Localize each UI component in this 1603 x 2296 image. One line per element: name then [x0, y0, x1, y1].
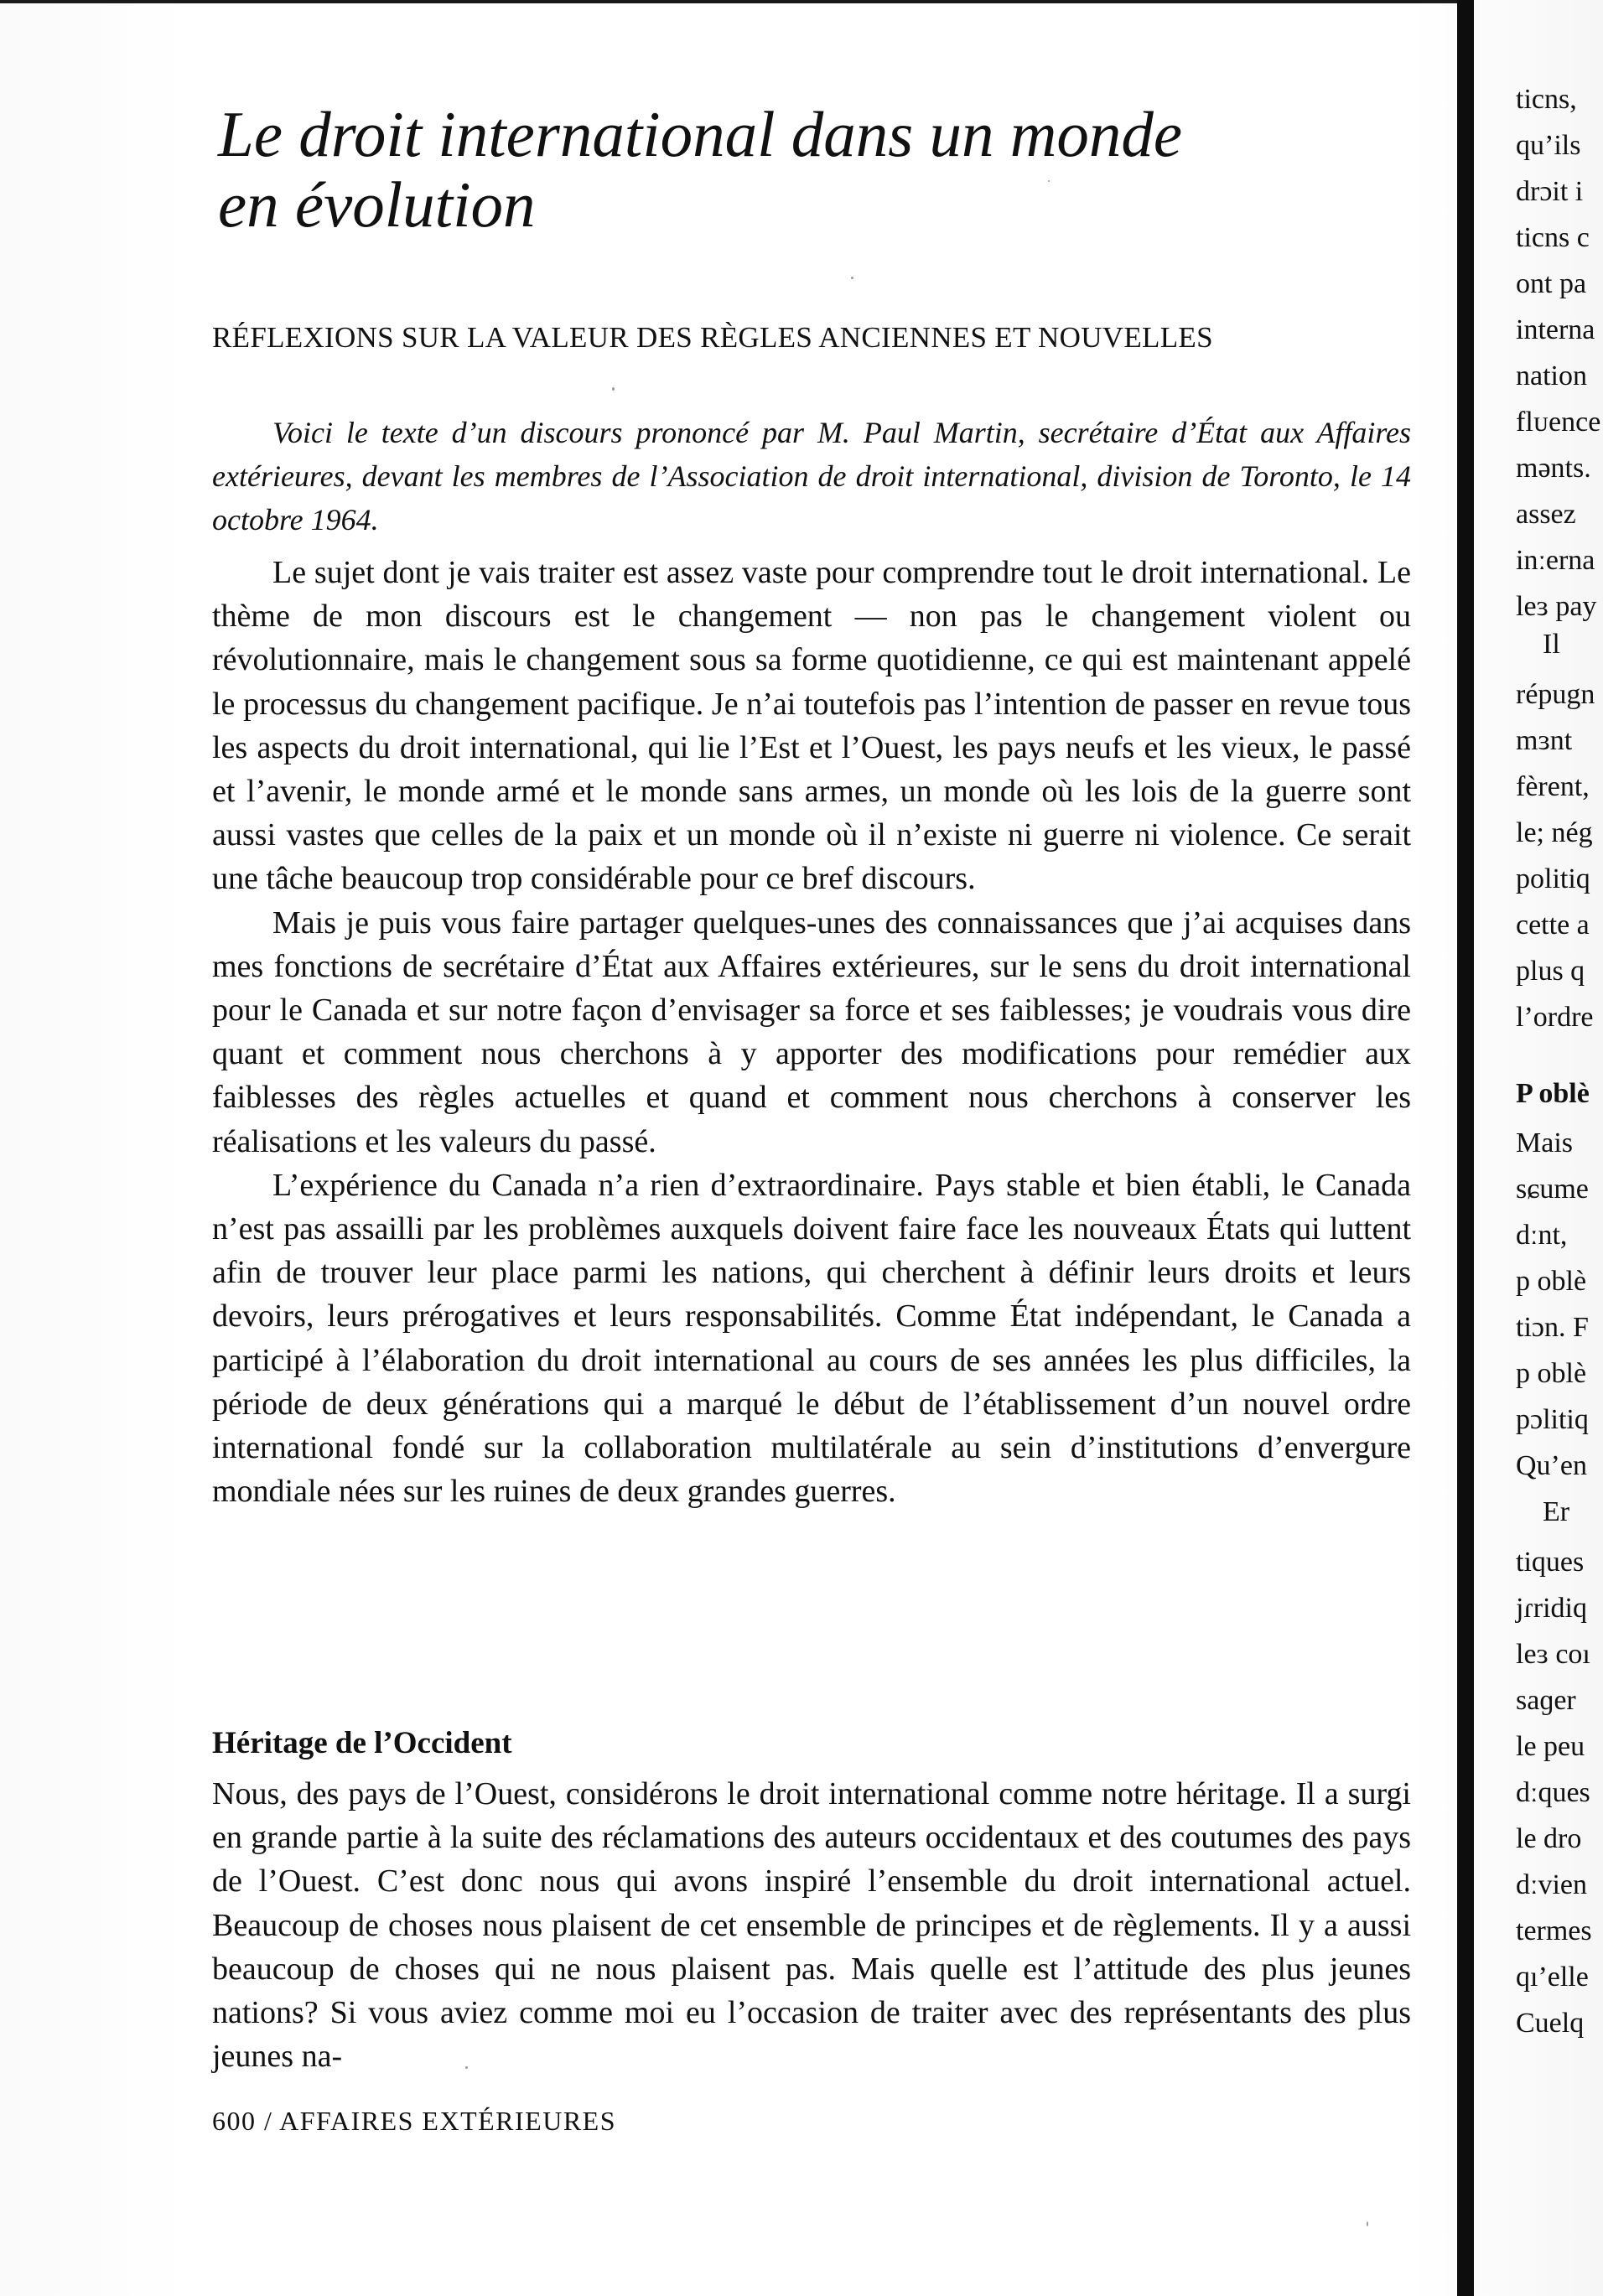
side-line: termes	[1516, 1915, 1592, 1946]
side-line: le dro	[1516, 1823, 1582, 1854]
scan-speck	[1048, 180, 1050, 182]
article-title	[218, 99, 1308, 240]
intro-paragraph	[212, 411, 1411, 542]
side-line: ont pa	[1516, 268, 1587, 299]
side-line: Il	[1543, 629, 1560, 660]
section-heading: Héritage de l’Occident	[212, 1726, 512, 1760]
side-line: sɕume	[1516, 1174, 1589, 1205]
side-heading: P oblè	[1516, 1078, 1590, 1109]
side-line: nation	[1516, 360, 1587, 391]
side-line: p oblè	[1516, 1266, 1587, 1297]
side-line: mənts.	[1516, 453, 1591, 484]
scan-speck	[851, 277, 853, 279]
side-line: flᴜence	[1516, 407, 1601, 438]
body-section-1	[212, 551, 1411, 1513]
side-line: ticns c	[1516, 222, 1590, 253]
section-paragraph: Nous, des pays de l’Ouest, considérons le droit international comme notre héritage. Il a surgi en grande partie à la suite des réclamations des auteurs occidentaux et des coutumes des pays de l’Ouest. C’est donc nous qui avons inspiré l’ensemble du droit international actuel. Beaucoup de choses nous plaisent de cet ensemble de principes et de règlements. Il y a aussi beaucoup de choses qui ne nous plaisent pas. Mais quelle est l’attitude des plus jeunes nations? Si vous aviez comme moi eu l’occasion de traiter avec des représentants des plus jeunes na-	[212, 1776, 1411, 2075]
paragraph-3: L’expérience du Canada n’a rien d’extraordinaire. Pays stable et bien établi, le Canada n’est pas assailli par les problèmes auxquels doivent faire face les nouveaux États qui luttent afin de trouver leur place parmi les nations, qui cherchent à définir leurs droits et leurs devoirs, leurs prérogatives et leurs responsabilités. Comme État indépendant, le Canada a participé à l’élaboration du droit international au cours de ses années les plus difficiles, la période de deux générations qui a marqué le début de l’établissement d’un nouvel ordre international fondé sur la collaboration multilatérale au sein d’institutions d’envergure mondiale nées sur les ruines de deux grandes guerres.	[212, 1167, 1411, 1510]
side-line: le peu	[1516, 1731, 1585, 1762]
side-line: tiɔn. F	[1516, 1312, 1589, 1343]
side-line: cette a	[1516, 910, 1590, 941]
title-line-2: en évolution	[218, 168, 536, 241]
side-line: fèrent,	[1516, 771, 1590, 802]
side-line: plus q	[1516, 956, 1585, 987]
side-line: Cuelq	[1516, 2008, 1585, 2039]
side-line: saɡer	[1516, 1685, 1576, 1716]
body-section-2	[212, 1772, 1411, 2078]
side-line: p oblè	[1516, 1358, 1587, 1389]
side-line: le; nég	[1516, 817, 1593, 848]
side-line: l’ordre	[1516, 1002, 1594, 1033]
side-line: leɜ coı	[1516, 1639, 1590, 1670]
scan-speck	[465, 2066, 468, 2069]
side-line: répugn	[1516, 679, 1595, 710]
side-line: interna	[1516, 314, 1595, 345]
binding-gutter	[1457, 0, 1474, 2296]
side-line: qu’ils	[1516, 130, 1581, 161]
side-line: ticns,	[1516, 84, 1577, 115]
paragraph-1: Le sujet dont je vais traiter est assez vaste pour comprendre tout le droit international. Le thème de mon discours est le changement — non pas le changement violent ou révolutionnaire, mais le changement sous sa forme quotidienne, ce qui est maintenant appelé le processus du changement pacifique. Je n’ai toutefois pas l’intention de passer en revue tous les aspects du droit international, qui lie l’Est et l’Ouest, les pays neufs et les vieux, le passé et l’avenir, le monde armé et le monde sans armes, un monde où les lois de la guerre sont aussi vastes que celles de la paix et un monde où il n’existe ni guerre ni violence. Ce serait une tâche beaucoup trop considérable pour ce bref discours.	[212, 555, 1411, 897]
side-line: drɔit i	[1516, 176, 1584, 207]
side-line: politiq	[1516, 863, 1590, 894]
intro-text: Voici le texte d’un discours prononcé par M. Paul Martin, secrétaire d’État aux Affaires extérieures, devant les membres de l’Association de droit international, division de Toronto, le 14 octobre 1964.	[212, 416, 1411, 536]
side-line: jɾridiq	[1516, 1593, 1587, 1624]
side-line: leɜ pay	[1516, 591, 1597, 622]
side-line: dːnt,	[1516, 1220, 1568, 1251]
side-line: tiques	[1516, 1547, 1585, 1578]
side-line: qı’elle	[1516, 1962, 1589, 1993]
side-line: Er	[1543, 1496, 1570, 1527]
side-line: dːvien	[1516, 1869, 1587, 1900]
scan-speck	[612, 387, 615, 391]
next-page-column	[1509, 0, 1603, 2296]
side-line: inːerna	[1516, 545, 1595, 576]
side-line: dːques	[1516, 1777, 1590, 1808]
side-line: Qu’en	[1516, 1450, 1587, 1481]
article-subtitle: RÉFLEXIONS SUR LA VALEUR DES RÈGLES ANCIENNES ET NOUVELLES	[212, 321, 1213, 354]
top-rule	[0, 0, 1459, 3]
scan-speck	[1367, 2221, 1368, 2226]
paragraph-2: Mais je puis vous faire partager quelques-unes des connaissances que j’ai acquises dans mes fonctions de secrétaire d’État aux Affaires extérieures, sur le sens du droit international pour le Canada et sur notre façon d’envisager sa force et ses faiblesses; je voudrais vous dire quant et comment nous cherchons à y apporter des modifications pour remédier aux faiblesses des règles actuelles et quand et comment nous cherchons à conserver les réalisations et les valeurs du passé.	[212, 904, 1411, 1159]
title-line-1: Le droit international dans un monde	[218, 98, 1182, 170]
side-line: pɔlitiq	[1516, 1404, 1589, 1435]
side-line: Mais	[1516, 1127, 1573, 1158]
page-footer: 600 / AFFAIRES EXTÉRIEURES	[212, 2106, 616, 2136]
side-line: assez	[1516, 499, 1576, 530]
side-line: mɜnt	[1516, 725, 1573, 756]
